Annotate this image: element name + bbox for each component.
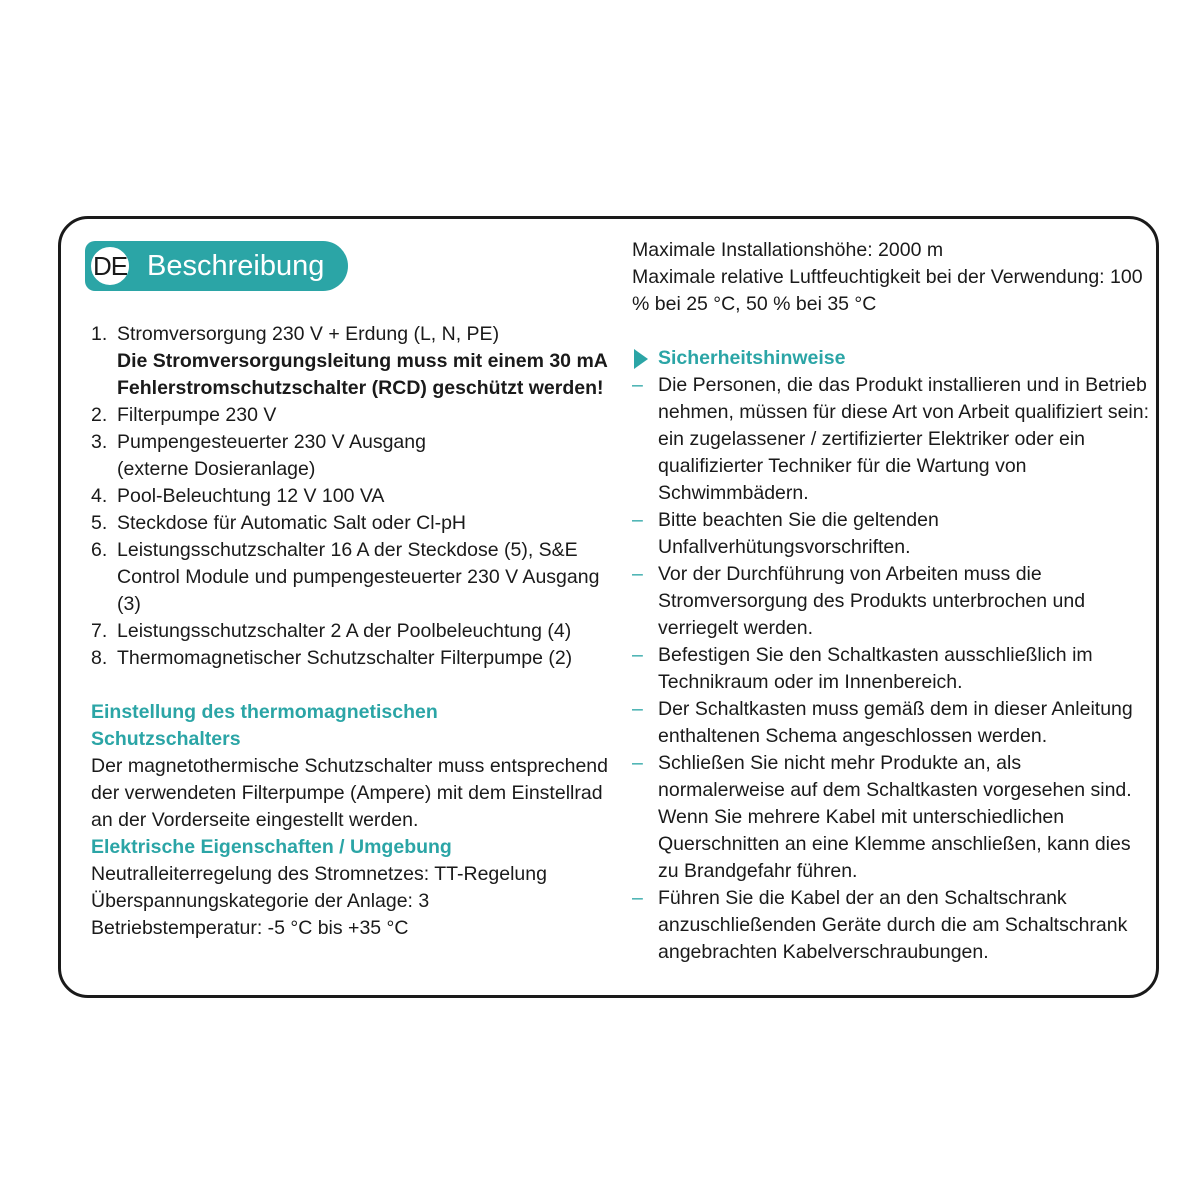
list-item <box>632 642 1152 696</box>
item-number: 5. <box>91 512 108 534</box>
spec-line: Überspannungskategorie der Anlage: 3 <box>91 890 430 912</box>
dash-icon: – <box>632 509 643 531</box>
item-number: 3. <box>91 431 108 453</box>
spec-line: Neutralleiterregelung des Stromnetzes: TT-Regelung <box>91 863 547 885</box>
list-item <box>632 696 1152 750</box>
item-text: Pool-Beleuchtung 12 V 100 VA <box>117 485 385 507</box>
list-item <box>91 537 611 618</box>
item-number: 1. <box>91 323 108 345</box>
item-text: Pumpengesteuerter 230 V Ausgang (externe Dosieranlage) <box>117 431 426 480</box>
list-item <box>91 483 611 510</box>
breaker-setting-heading: Einstellung des thermomagnetischen Schutzschalters <box>91 701 438 750</box>
safety-list <box>632 372 1152 966</box>
section-badge <box>85 241 348 291</box>
dash-icon: – <box>632 563 643 585</box>
list-item <box>91 321 611 402</box>
rcd-warning: Die Stromversorgungsleitung muss mit einem 30 mA Fehlerstromschutzschalter (RCD) geschützt werden! <box>117 350 608 399</box>
item-text: Befestigen Sie den Schaltkasten ausschließlich im Technikraum oder im Innenbereich. <box>658 644 1093 693</box>
item-number: 4. <box>91 485 108 507</box>
item-text: Der Schaltkasten muss gemäß dem in dieser Anleitung enthaltenen Schema angeschlossen werden. <box>658 698 1133 747</box>
breaker-setting-text: Der magnetothermische Schutzschalter muss entsprechend der verwendeten Filterpumpe (Ampere) mit dem Einstellrad an der Vorderseite eingestellt werden. <box>91 755 608 831</box>
item-text: Bitte beachten Sie die geltenden Unfallverhütungsvorschriften. <box>658 509 939 558</box>
right-column <box>632 237 1152 966</box>
safety-heading-text: Sicherheitshinweise <box>658 347 846 369</box>
item-number: 6. <box>91 539 108 561</box>
list-item <box>91 402 611 429</box>
list-item <box>632 750 1152 885</box>
list-item <box>632 885 1152 966</box>
component-list <box>91 321 611 672</box>
item-text: Steckdose für Automatic Salt oder Cl-pH <box>117 512 466 534</box>
dash-icon: – <box>632 374 643 396</box>
triangle-bullet-icon <box>634 349 648 369</box>
dash-icon: – <box>632 887 643 909</box>
spec-line: Betriebstemperatur: -5 °C bis +35 °C <box>91 917 409 939</box>
dash-icon: – <box>632 644 643 666</box>
list-item <box>632 507 1152 561</box>
environment-heading: Elektrische Eigenschaften / Umgebung <box>91 836 452 858</box>
list-item <box>91 510 611 537</box>
spec-line: Maximale Installationshöhe: 2000 m <box>632 239 944 261</box>
section-title: Beschreibung <box>147 249 325 282</box>
language-code-icon: DE <box>89 245 131 287</box>
item-text: Die Personen, die das Produkt installieren und in Betrieb nehmen, müssen für diese Art von Arbeit qualifiziert sein: ein zugelassener / zertifizierter Elektriker oder ein qualifizierter Techniker für die Wartung von Schwimmbädern. <box>658 374 1150 504</box>
list-item <box>91 429 611 483</box>
list-item <box>632 372 1152 507</box>
item-text: Leistungsschutzschalter 16 A der Steckdose (5), S&E Control Module und pumpengesteuerter 230 V Ausgang (3) <box>117 539 600 615</box>
list-item <box>91 618 611 645</box>
environment-specs-continued <box>632 237 1152 318</box>
item-text: Führen Sie die Kabel der an den Schaltschrank anzuschließenden Geräte durch die am Schaltschrank angebrachten Kabelverschraubungen. <box>658 887 1128 963</box>
item-text: Stromversorgung 230 V + Erdung (L, N, PE) <box>117 323 500 345</box>
item-text: Schließen Sie nicht mehr Produkte an, als normalerweise auf dem Schaltkasten vorgesehen sind. Wenn Sie mehrere Kabel mit unterschiedlichen Querschnitten an eine Klemme anschließen, kann dies zu Brandgefahr führen. <box>658 752 1132 882</box>
item-text: Leistungsschutzschalter 2 A der Poolbeleuchtung (4) <box>117 620 572 642</box>
dash-icon: – <box>632 752 643 774</box>
list-item <box>91 645 611 672</box>
spec-line: Maximale relative Luftfeuchtigkeit bei der Verwendung: 100 % bei 25 °C, 50 % bei 35 °C <box>632 266 1143 315</box>
item-number: 2. <box>91 404 108 426</box>
item-text: Vor der Durchführung von Arbeiten muss die Stromversorgung des Produkts unterbrochen und verriegelt werden. <box>658 563 1086 639</box>
item-text: Filterpumpe 230 V <box>117 404 277 426</box>
item-text: Thermomagnetischer Schutzschalter Filterpumpe (2) <box>117 647 573 669</box>
dash-icon: – <box>632 698 643 720</box>
safety-heading <box>632 345 1152 372</box>
left-column <box>91 241 611 942</box>
list-item <box>632 561 1152 642</box>
item-number: 8. <box>91 647 108 669</box>
environment-specs <box>91 861 611 942</box>
item-number: 7. <box>91 620 108 642</box>
